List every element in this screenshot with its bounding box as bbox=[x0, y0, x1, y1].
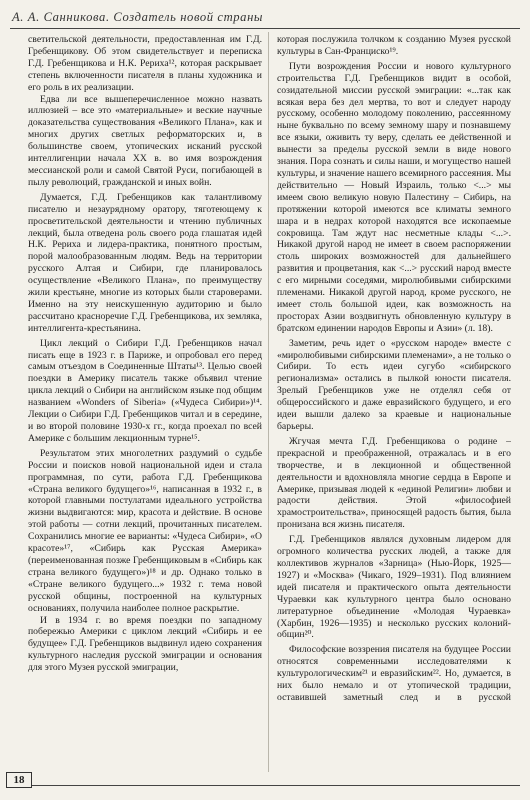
paragraph: Цикл лекций о Сибири Г.Д. Гребенщиков начал писать еще в 1923 г. в Париже, и опробовал его перед самым отъездом в Соединенные Штаты¹³. Целью своей поездки в Америку писатель также объявил чтение цикла лекций о Сибири на английском языке под общим названием «Wonders of Siberia» («Чудеса Сибири»)¹⁴. Лекции о Сибири Г.Д. Гребенщиков читал и в середине, и во второй половине 1930-х гг., когда проехал по всей Америке с большим лекционным турне¹⁵. bbox=[28, 337, 262, 444]
paragraph: Жгучая мечта Г.Д. Гребенщикова о родине – прекрасной и преображенной, отражалась и в его творчестве, и в лекционной и общественной деятельности и вдохновляла многие сердца в Европе и Америке, призывая людей к «единой Религии» любви и радости действия. Этой «философией храмостроительства», приносящей радость бытия, была пронизана вся жизнь писателя. bbox=[277, 435, 511, 531]
paragraph: Г.Д. Гребенщиков являлся духовным лидером для огромного количества русских людей, а также для коллективов журналов «Зарница» (Нью-Йорк, 1925—1927) и «Москва» (Чикаго, 1929–1931). Под влиянием идей писателя и практического опыта деятельности Чураевки как культурного центра было основано литературное объединение «Молодая Чураевка» (Харбин, 1926—1935) и несколько русских колоний-общин²⁰. bbox=[277, 534, 511, 641]
paragraph: которая послужила толчком к созданию Музея русской культуры в Сан-Франциско¹⁹. bbox=[277, 34, 511, 57]
paragraph: Думается, Г.Д. Гребенщиков как талантливому писателю и незаурядному оратору, тяготеющему к просветительской деятельности и чтению публичных лекций, была отведена роль своего рода глашатая идей Н.К. Рериха и лидера-практика, понятного простым, порой малообразованным людям. Ведь на территории русского Алтая и Сибири, где планировалось осуществление «Великого Плана», по преимуществу жили крестьяне, многие из которых были староверами. Именно на эту неискушенную аудиторию и было рассчитано красноречие Г.Д. Гребенщикова, их земляка, интеллигента-крестьянина. bbox=[28, 191, 262, 334]
paragraph: светительской деятельности, предоставленная им Г.Д. Гребенщикову. Об этом свидетельствует и переписка Г.Д. Гребенщикова и Н.К. Рериха¹², которая раскрывает степень включенности писателя в планы художника и его роль в их реализации. bbox=[28, 34, 262, 93]
running-header: А. А. Санникова. Создатель новой страны bbox=[10, 6, 520, 29]
paragraph: Заметим, речь идет о «русском народе» вместе с «миролюбивыми сибирскими племенами», а не только о Сибири. То есть идеи сугубо «сибирского регионализма» остались в пылкой юности писателя. Зрелый Гребенщиков уже не отделял себя от общероссийского и даже евразийского будущего, и его идеи вышли далеко за краевые и национальные барьеры. bbox=[277, 337, 511, 432]
paragraph: Пути возрождения России и нового культурного строительства Г.Д. Гребенщиков видит в особой, созидательной миссии русской эмиграции: «...так как всякая вера без дел мертва, то вот и следует народу русскому, особенно молодому поколению, рассеянному ныне буквально по всему земному шару и познавшему все языки, оживить ту веру, сделать ее действенной и вынести за пределы русской земли в виде нового знания. Пора сознать и силы наши, и могущество нашей культуры, и значение нашего всемирного рассеяния. Мы действительно — Новый Израиль, только <...> мы имеем свою великую новую Палестину – Сибирь, на протяжении которой имеются все климаты земного шара и в недрах которой находятся все ископаемые сокровища. Там ждут нас несметные клады <...>. Никакой другой народ не имеет в своем распоряжении столь широких возможностей для дальнейшего развития и процветания, как <...> русский народ вместе с его мирными соседями, миролюбивыми сибирскими племенами. Никакой другой народ, кроме русского, не имеет столь большой идеи, как возможность на просторах Азии воздвигнуть обновленную культуру в братском единении народов Европы и Азии» (л. 18). bbox=[277, 60, 511, 334]
right-column bbox=[277, 34, 511, 780]
paragraph: Результатом этих многолетних раздумий о судьбе России и поисков новой национальной идеи и стала программная, по сути, работа Г.Д. Гребенщикова «Страна великого будущего»¹⁶, написанная в 1932 г., в которой главными постулатами идеального устройства жизни выдвигаются: мир, красота и действие. В основе этой работы — сотни лекций, прочитанных писателем. Сохранились многие ее варианты: «Чудеса Сибири», «О красоте»¹⁷, «Сибирь как Русская Америка» (переименованная позже Гребенщиковым в «Сибирь как страна великого будущего»)¹⁸ и др. Однако только в «Стране великого будущего...» 1932 г. тема новой русской общины, построенной на культурных основаниях, получила наиболее полное раскрытие. bbox=[28, 447, 262, 614]
paragraph: Едва ли все вышеперечисленное можно назвать иллюзией – все это «материальные» и веские научные доказательства существования «Великого Плана», как и многих других светлых реформаторских и, в большинстве своем, утопических исканий русской интеллигенции начала XX в. во имя возрождения мессианской роли и самой Святой Руси, погибающей в пылу революций, гражданской и иных войн. bbox=[28, 93, 262, 188]
paragraph: Философские воззрения писателя на будущее России относятся современными исследователями к культурологическим²¹ и евразийским²². Но, думается, в них было немало и от утопической традиции, оставившей заметный след и в русской bbox=[277, 644, 511, 703]
column-divider bbox=[268, 32, 269, 772]
paragraph: И в 1934 г. во время поездки по западному побережью Америки с циклом лекций «Сибирь и ее будущее» Г.Д. Гребенщиков выдвинул идею сохранения культурного наследия русской эмиграции и основания для этого Музея русской эмиграции, bbox=[28, 614, 262, 674]
left-column bbox=[28, 34, 262, 780]
page-number: 18 bbox=[6, 772, 32, 788]
footer-rule bbox=[32, 785, 520, 786]
